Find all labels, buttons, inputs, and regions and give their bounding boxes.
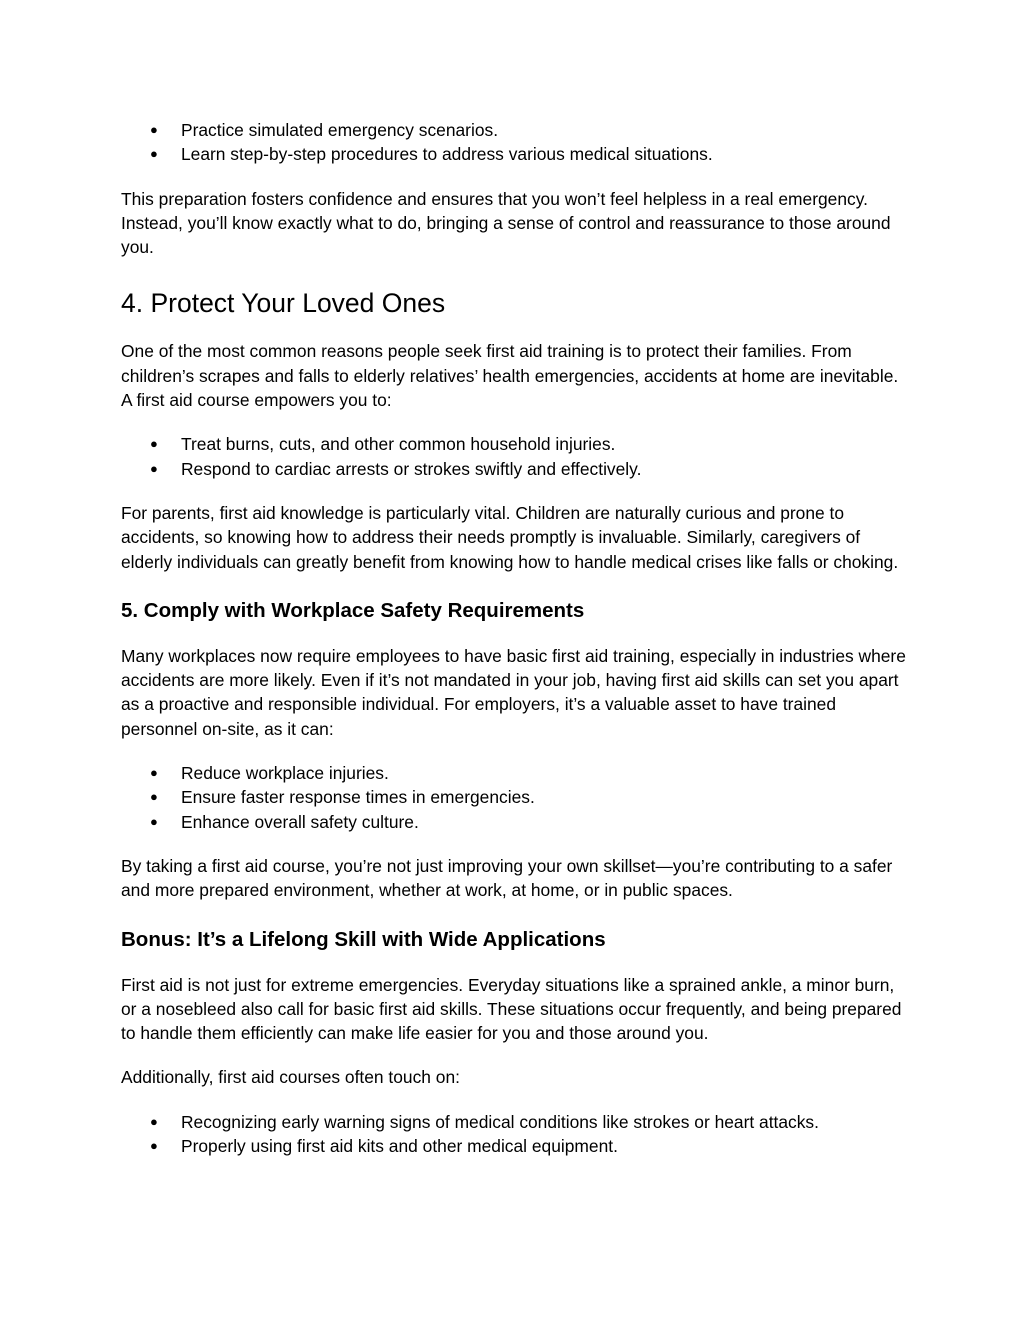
- list-item-text: Reduce workplace injuries.: [181, 763, 389, 784]
- paragraph-section-5-intro: Many workplaces now require employees to have basic first aid training, especially in industries where accidents are more likely. Even if it’s not mandated in your job, having first aid skills can set you apart as a proactive and responsible individual. For employers, it’s a valuable asset to have trained personnel on-site, as it can:: [121, 645, 906, 739]
- paragraph-preparation: This preparation fosters confidence and ensures that you won’t feel helpless in a real emergency. Instead, you’ll know exactly what to do, bringing a sense of control and reassurance to those around you.: [121, 188, 891, 258]
- list-item: [121, 1134, 911, 1158]
- paragraph-bonus-intro: First aid is not just for extreme emergencies. Everyday situations like a sprained ankle, a minor burn, or a nosebleed also call for basic first aid skills. These situations occur frequently, and being prepared to handle them efficiently can make life easier for you and those around you.: [121, 974, 902, 1044]
- list-item-text: Practice simulated emergency scenarios.: [181, 120, 499, 140]
- bullet-icon: ●: [150, 789, 158, 805]
- list-item-text: Learn step-by-step procedures to address various medical situations.: [181, 144, 713, 165]
- list-item-text: Ensure faster response times in emergencies.: [181, 787, 535, 808]
- bullet-list-bonus: [121, 1110, 911, 1159]
- bullet-icon: ●: [150, 436, 158, 452]
- list-item-text: Recognizing early warning signs of medical conditions like strokes or heart attacks.: [181, 1111, 819, 1132]
- list-item: [121, 1110, 911, 1134]
- paragraph-bonus-additional: Additionally, first aid courses often touch on:: [121, 1067, 460, 1088]
- bullet-list-section-4: [121, 432, 911, 481]
- bullet-icon: ●: [150, 1138, 158, 1154]
- paragraph-section-5-closing: By taking a first aid course, you’re not just improving your own skillset—you’re contributing to a safer and more prepared environment, whether at work, at home, or in public spaces.: [121, 855, 893, 901]
- heading-bonus: Bonus: It’s a Lifelong Skill with Wide Applications: [121, 927, 606, 951]
- list-item-text: Enhance overall safety culture.: [181, 811, 419, 832]
- bullet-list-section-5: [121, 761, 911, 834]
- list-item: [121, 118, 911, 142]
- list-item-text: Treat burns, cuts, and other common household injuries.: [181, 434, 616, 455]
- heading-section-4: 4. Protect Your Loved Ones: [121, 288, 446, 319]
- bullet-icon: ●: [150, 765, 158, 781]
- bullet-list-top: [121, 118, 911, 167]
- list-item-text: Properly using first aid kits and other medical equipment.: [181, 1136, 618, 1157]
- paragraph-section-4-intro: One of the most common reasons people seek first aid training is to protect their families. From children’s scrapes and falls to elderly relatives’ health emergencies, accidents at home are inevitable. A first aid course empowers you to:: [121, 341, 899, 411]
- list-item: [121, 785, 911, 809]
- list-item: [121, 432, 911, 456]
- bullet-icon: ●: [150, 813, 158, 829]
- bullet-icon: ●: [150, 460, 158, 476]
- list-item: [121, 457, 911, 481]
- list-item: [121, 761, 911, 785]
- bullet-icon: ●: [150, 122, 158, 137]
- document-page: [121, 118, 911, 1158]
- list-item: [121, 142, 911, 166]
- bullet-icon: ●: [150, 1113, 158, 1129]
- paragraph-section-4-closing: For parents, first aid knowledge is particularly vital. Children are naturally curious and prone to accidents, so knowing how to address their needs promptly is invaluable. Similarly, caregivers of elderly individuals can greatly benefit from knowing how to handle medical crises like falls or choking.: [121, 502, 899, 572]
- list-item-text: Respond to cardiac arrests or strokes swiftly and effectively.: [181, 458, 642, 479]
- bullet-icon: ●: [150, 146, 158, 162]
- heading-section-5: 5. Comply with Workplace Safety Requirements: [121, 598, 585, 622]
- list-item: [121, 810, 911, 834]
